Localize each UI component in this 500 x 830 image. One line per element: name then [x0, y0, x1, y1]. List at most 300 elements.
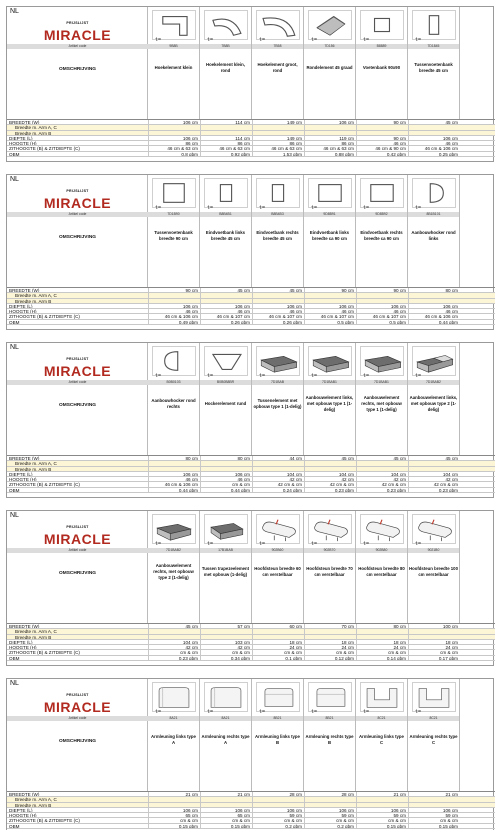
product-column	[356, 7, 408, 119]
product-name: Eindvoetbank rechts breedte 45 cm	[256, 230, 299, 241]
spec-value: 0.26 qbm	[252, 320, 304, 324]
spec-label: Breedte m. Arm B	[15, 466, 52, 471]
spec-value	[252, 299, 304, 303]
spec-label: BREEDTE (W)	[9, 456, 40, 461]
spec-value: 0.23 qbm	[408, 488, 460, 492]
price-list-title: PRIJSLIJST	[66, 357, 89, 361]
spec-label: DIEPTE (L)	[9, 303, 33, 308]
spec-label: DIEPTE (L)	[9, 135, 33, 140]
dimension-marker: t=	[415, 373, 422, 379]
spec-value	[356, 125, 408, 129]
dimension-marker: t=	[155, 37, 162, 43]
spec-value	[356, 635, 408, 639]
spec-value: 0.25 qbm	[408, 152, 460, 156]
language-code: NL	[10, 344, 19, 351]
product-code: 7D1845	[408, 44, 459, 49]
spec-value: 106 cm	[408, 808, 460, 812]
product-column	[148, 511, 200, 623]
spec-label: BREEDTE (W)	[9, 120, 40, 125]
spec-value: 46 cm	[200, 309, 252, 313]
spec-value: cm & cm	[408, 818, 460, 822]
spec-value: 103 cm	[200, 640, 252, 644]
spec-value: 0.2 qbm	[252, 824, 304, 828]
armrest-b-icon	[308, 682, 352, 715]
article-code-label: Artikel code	[7, 44, 148, 49]
spec-value	[356, 131, 408, 135]
spec-value: 106 cm	[304, 808, 356, 812]
armrest-c-icon	[360, 682, 404, 715]
spec-value: 42 cm & cm	[408, 482, 460, 486]
spec-value: 86 cm	[252, 141, 304, 145]
spec-row	[7, 656, 495, 661]
spec-value: 0.88 qbm	[304, 152, 356, 156]
dimension-marker: t=	[415, 541, 422, 547]
article-code-label: Artikel code	[7, 212, 148, 217]
spec-value: 45 cm	[356, 456, 408, 460]
spec-value: 24 cm	[356, 645, 408, 649]
spec-value	[304, 125, 356, 129]
product-name: Aanbouwelement rechts, met opbouw type 1 (1-delig)	[361, 395, 402, 412]
spec-table	[7, 623, 495, 665]
product-code: B0B0103	[148, 380, 199, 385]
spec-value: 46 cm & 106 cm	[408, 146, 460, 150]
product-name: Hoofdsteun breedte 60 cm verstelbaar	[254, 566, 301, 577]
spec-value: 106 cm	[252, 808, 304, 812]
headrest-icon	[308, 514, 352, 547]
spec-label: DIEPTE (L)	[9, 807, 33, 812]
spec-value	[304, 299, 356, 303]
spec-value: 46 cm	[200, 477, 252, 481]
dimension-marker: t=	[363, 541, 370, 547]
spec-value: cm & cm	[356, 650, 408, 654]
product-code: 7D156	[304, 44, 355, 49]
spec-value: 21 cm	[148, 792, 200, 796]
spec-value: 45 cm	[148, 624, 200, 628]
spec-value: 0.8 qbm	[148, 152, 200, 156]
spec-value: 46 cm	[148, 309, 200, 313]
spec-row	[7, 488, 495, 493]
product-name: Aanbouwelement links, met opbouw type 1 (1-delig)	[305, 395, 354, 412]
product-code: 7D1BAB	[252, 380, 303, 385]
spec-label: ZITHOOGTE (B) & ZITDIEPTE (C)	[9, 650, 80, 655]
armrest-b-icon	[256, 682, 300, 715]
product-code: 9D8B91	[304, 212, 355, 217]
product-name: Armleuning links type C	[359, 734, 404, 745]
spec-value: 80 cm	[408, 288, 460, 292]
spec-value: 24 cm	[252, 645, 304, 649]
spec-value: 114 cm	[200, 136, 252, 140]
spec-value: 45 cm	[200, 288, 252, 292]
spec-value: 42 cm	[200, 645, 252, 649]
spec-label: QBM	[9, 151, 20, 156]
spec-value: 104 cm	[148, 640, 200, 644]
dimension-marker: t=	[155, 709, 162, 715]
spec-value: 45 cm	[304, 456, 356, 460]
spec-label: Breedte m. Arm B	[15, 298, 52, 303]
product-name: Tussenelement met opbouw type 1 (1-delig)	[253, 398, 302, 409]
spec-value	[252, 803, 304, 807]
product-name: Armleuning rechts type C	[409, 734, 458, 745]
spec-value: cm & cm	[408, 650, 460, 654]
spec-value: cm & cm	[304, 650, 356, 654]
half-round-right-icon	[152, 346, 196, 379]
spec-value: 0.15 qbm	[148, 824, 200, 828]
block-right-icon	[360, 346, 404, 379]
product-column	[356, 511, 408, 623]
dimension-marker: t=	[155, 205, 162, 211]
spec-value: 46 cm & 107 cm	[252, 314, 304, 318]
spec-value: 106 cm	[200, 808, 252, 812]
spec-value	[148, 635, 200, 639]
dimension-marker: t=	[155, 541, 162, 547]
spec-value: 149 cm	[252, 136, 304, 140]
trapeze-block-icon	[204, 514, 248, 547]
product-name: Eindvoetbank links breedte ca 90 cm	[309, 230, 350, 241]
price-section	[6, 342, 494, 498]
spec-value	[408, 803, 460, 807]
product-name: Eindvoetbank links breedte 45 cm	[205, 230, 246, 241]
product-code: B8B4B3	[252, 212, 303, 217]
spec-value	[200, 125, 252, 129]
product-name: Hoekelement klein, rond	[206, 62, 245, 73]
product-column	[408, 343, 460, 455]
corner-icon	[152, 10, 196, 43]
spec-value	[408, 635, 460, 639]
spec-value	[356, 467, 408, 471]
product-name: Rondelement 45 graad	[306, 65, 353, 71]
product-name: Hoofdsteun breedte 70 cm verstelbaar	[306, 566, 353, 577]
product-code: 7D1BAB1	[356, 380, 407, 385]
spec-value: 1.53 qbm	[252, 152, 304, 156]
price-list-page	[6, 6, 494, 830]
product-name: Aanbouwhocker rond rechts	[151, 398, 196, 409]
spec-value: 18 cm	[252, 640, 304, 644]
brand-panel	[7, 679, 148, 791]
spec-value: 119 cm	[304, 136, 356, 140]
spec-value: cm & cm	[148, 818, 200, 822]
product-name: Armleuning links type A	[151, 734, 196, 745]
spec-value: 0.5 qbm	[304, 320, 356, 324]
spec-value	[252, 131, 304, 135]
product-column	[408, 175, 460, 287]
spec-value: 46 cm & 107 cm	[356, 314, 408, 318]
spec-value	[356, 461, 408, 465]
brand-panel	[7, 511, 148, 623]
dimension-marker: t=	[207, 205, 214, 211]
article-code-label: Artikel code	[7, 716, 148, 721]
product-code: 7D1BAB2	[408, 380, 459, 385]
spec-label: BREEDTE (W)	[9, 624, 40, 629]
spec-value: 46 cm	[408, 309, 460, 313]
product-name: Hoekelement klein	[154, 65, 193, 71]
spec-value: 106 cm	[148, 808, 200, 812]
dimension-marker: t=	[207, 373, 214, 379]
product-code: B0B0B8BR	[200, 380, 251, 385]
spec-value: 106 cm	[252, 304, 304, 308]
spec-value	[252, 629, 304, 633]
end-right-wide-icon	[360, 178, 404, 211]
spec-value: 45 cm	[408, 120, 460, 124]
product-name: Armleuning links type B	[255, 734, 300, 745]
spec-value: 28 cm	[252, 792, 304, 796]
spec-label: ZITHOOGTE (B) & ZITDIEPTE (C)	[9, 482, 80, 487]
spec-value: 46 cm & 107 cm	[304, 314, 356, 318]
product-name: Hockerelement rund	[204, 401, 247, 407]
product-name: Armleuning rechts type A	[201, 734, 250, 745]
spec-value	[304, 131, 356, 135]
product-column	[356, 175, 408, 287]
spec-value	[200, 461, 252, 465]
block-step-icon	[412, 346, 456, 379]
product-column	[252, 175, 304, 287]
spec-value: 106 cm	[356, 808, 408, 812]
spec-value: 0.23 qbm	[304, 488, 356, 492]
product-code: 17B1BAB	[200, 548, 251, 553]
product-column	[408, 7, 460, 119]
product-column	[304, 343, 356, 455]
dimension-marker: t=	[259, 709, 266, 715]
spec-value: 106 cm	[304, 304, 356, 308]
spec-table	[7, 791, 495, 830]
spec-value: 42 cm	[356, 477, 408, 481]
description-label: OMSCHRIJVING	[58, 739, 97, 744]
spec-value	[200, 467, 252, 471]
product-column	[148, 7, 200, 119]
spec-label: Breedte m. Arm A, C	[15, 125, 57, 130]
dimension-marker: t=	[415, 37, 422, 43]
block-left-icon	[308, 346, 352, 379]
spec-row	[7, 152, 495, 157]
spec-value: 21 cm	[356, 792, 408, 796]
product-column	[200, 175, 252, 287]
dimension-marker: t=	[259, 541, 266, 547]
spec-value: 106 cm	[200, 472, 252, 476]
spec-value	[304, 467, 356, 471]
language-code: NL	[10, 8, 19, 15]
spec-value: 86 cm	[304, 141, 356, 145]
spec-label: HOOGTE (H)	[9, 309, 37, 314]
spec-label: Breedte m. Arm A, C	[15, 629, 57, 634]
spec-label: Breedte m. Arm B	[15, 802, 52, 807]
spec-value	[148, 467, 200, 471]
spec-value: cm & cm	[252, 818, 304, 822]
spec-label: HOOGTE (H)	[9, 477, 37, 482]
spec-value: 0.12 qbm	[304, 656, 356, 660]
spec-value: 80 cm	[200, 456, 252, 460]
product-column	[252, 7, 304, 119]
spec-value	[148, 293, 200, 297]
spec-value: 100 cm	[408, 624, 460, 628]
spec-value: 0.23 qbm	[148, 656, 200, 660]
spec-value	[200, 293, 252, 297]
description-label: OMSCHRIJVING	[58, 67, 97, 72]
dimension-marker: t=	[207, 541, 214, 547]
spec-value	[356, 797, 408, 801]
product-code: 8A21	[200, 716, 251, 721]
spec-value: 18 cm	[408, 640, 460, 644]
wedge-icon	[308, 10, 352, 43]
spec-value: 90 cm	[356, 136, 408, 140]
product-code: 9B8B	[148, 44, 199, 49]
dimension-marker: t=	[259, 373, 266, 379]
dimension-marker: t=	[259, 205, 266, 211]
spec-value: 28 cm	[304, 792, 356, 796]
spec-value: 42 cm	[408, 477, 460, 481]
spec-value: 0.15 qbm	[408, 824, 460, 828]
spec-table	[7, 455, 495, 497]
spec-value: 46 cm & 106 cm	[408, 314, 460, 318]
spec-value: 24 cm	[304, 645, 356, 649]
spec-value	[304, 461, 356, 465]
product-column	[304, 679, 356, 791]
spec-value: 46 cm & 63 cm	[304, 146, 356, 150]
spec-value: 0.5 qbm	[356, 320, 408, 324]
product-code: 902B70	[304, 548, 355, 553]
spec-value: 42 cm	[252, 477, 304, 481]
product-code: 8B21	[252, 716, 303, 721]
armrest-c-icon	[412, 682, 456, 715]
spec-value: 46 cm	[408, 141, 460, 145]
product-column	[252, 343, 304, 455]
spec-value	[200, 629, 252, 633]
spec-value: 42 cm & cm	[356, 482, 408, 486]
spec-value: 59 cm	[252, 813, 304, 817]
spec-value	[304, 293, 356, 297]
curve-large-icon	[256, 10, 300, 43]
spec-value: 18 cm	[356, 640, 408, 644]
spec-label: QBM	[9, 823, 20, 828]
spec-value	[304, 803, 356, 807]
spec-value: 106 cm	[148, 136, 200, 140]
spec-label: Breedte m. Arm A, C	[15, 797, 57, 802]
product-column	[304, 7, 356, 119]
spec-value: 104 cm	[408, 472, 460, 476]
product-code: 7D1B90	[148, 212, 199, 217]
spec-value	[356, 293, 408, 297]
spec-value	[408, 797, 460, 801]
spec-value: 0.23 qbm	[356, 488, 408, 492]
product-column	[356, 343, 408, 455]
product-column	[200, 679, 252, 791]
description-label: OMSCHRIJVING	[58, 403, 97, 408]
spec-label: ZITHOOGTE (B) & ZITDIEPTE (C)	[9, 146, 80, 151]
spec-value	[408, 299, 460, 303]
spec-label: Breedte m. Arm A, C	[15, 293, 57, 298]
spec-value: 80 cm	[148, 456, 200, 460]
spec-value	[356, 803, 408, 807]
spec-value: 149 cm	[252, 120, 304, 124]
spec-value	[148, 461, 200, 465]
description-label: OMSCHRIJVING	[58, 235, 97, 240]
spec-value	[408, 131, 460, 135]
spec-value: 0.17 qbm	[408, 656, 460, 660]
spec-value: cm & cm	[252, 650, 304, 654]
product-name: Hoekelement groot, rond	[257, 62, 298, 73]
product-column	[200, 7, 252, 119]
spec-value: cm & cm	[200, 650, 252, 654]
spec-value: 0.49 qbm	[148, 320, 200, 324]
spec-value: 0.14 qbm	[356, 656, 408, 660]
spec-value: 21 cm	[408, 792, 460, 796]
spec-value: 45 cm	[408, 456, 460, 460]
spec-value: 46 cm & 90 cm	[356, 146, 408, 150]
headrest-icon	[412, 514, 456, 547]
spec-value: 59 cm	[408, 813, 460, 817]
armrest-a-icon	[204, 682, 248, 715]
curve-icon	[204, 10, 248, 43]
spec-label: QBM	[9, 655, 20, 660]
spec-label: HOOGTE (H)	[9, 141, 37, 146]
spec-value: 0.2 qbm	[304, 824, 356, 828]
spec-value: 106 cm	[356, 304, 408, 308]
spec-value: 106 cm	[408, 136, 460, 140]
spec-value: 42 cm	[304, 477, 356, 481]
product-column	[252, 679, 304, 791]
product-name: Eindvoetbank rechts breedte ca 90 cm	[360, 230, 403, 241]
dimension-marker: t=	[363, 709, 370, 715]
product-column	[148, 679, 200, 791]
spec-value	[252, 461, 304, 465]
brand-panel	[7, 175, 148, 287]
spec-value	[200, 635, 252, 639]
spec-value	[148, 131, 200, 135]
spec-value: 42 cm & cm	[252, 482, 304, 486]
spec-value: 106 cm	[200, 304, 252, 308]
product-column	[408, 679, 460, 791]
spec-label: DIEPTE (L)	[9, 639, 33, 644]
spec-value: 18 cm	[304, 640, 356, 644]
headrest-icon	[360, 514, 404, 547]
spec-value: 80 cm	[356, 624, 408, 628]
spec-value	[408, 461, 460, 465]
spec-value: 114 cm	[200, 120, 252, 124]
spec-label: QBM	[9, 319, 20, 324]
spec-value: 44 cm	[252, 456, 304, 460]
spec-row	[7, 824, 495, 829]
spec-value: 59 cm	[356, 813, 408, 817]
spec-value	[252, 125, 304, 129]
product-column	[356, 679, 408, 791]
brand-logo: MIRACLE	[43, 27, 112, 43]
spec-value: 46 cm	[356, 141, 408, 145]
spec-value: 90 cm	[148, 288, 200, 292]
spec-label: DIEPTE (L)	[9, 471, 33, 476]
spec-label: HOOGTE (H)	[9, 645, 37, 650]
product-name: Aanbouwhocker rond links	[411, 230, 456, 241]
spec-label: Breedte m. Arm B	[15, 634, 52, 639]
dimension-marker: t=	[207, 709, 214, 715]
price-list-title: PRIJSLIJST	[66, 189, 89, 193]
spec-value: 60 cm	[252, 624, 304, 628]
spec-value: 45 cm	[252, 288, 304, 292]
spec-value: 0.15 qbm	[356, 824, 408, 828]
dimension-marker: t=	[155, 373, 162, 379]
spec-value: 90 cm	[356, 120, 408, 124]
dimension-marker: t=	[311, 205, 318, 211]
spec-value: 86 cm	[200, 141, 252, 145]
spec-value	[252, 797, 304, 801]
spec-value	[408, 629, 460, 633]
product-column	[252, 511, 304, 623]
spec-value	[200, 131, 252, 135]
spec-value: 46 cm & 106 cm	[148, 314, 200, 318]
spec-table	[7, 119, 495, 161]
spec-label: BREEDTE (W)	[9, 792, 40, 797]
spec-value	[408, 467, 460, 471]
spec-value: cm & cm	[200, 482, 252, 486]
product-name: Tussenvoetenbank breedte 45 cm	[414, 62, 453, 73]
dimension-marker: t=	[311, 709, 318, 715]
